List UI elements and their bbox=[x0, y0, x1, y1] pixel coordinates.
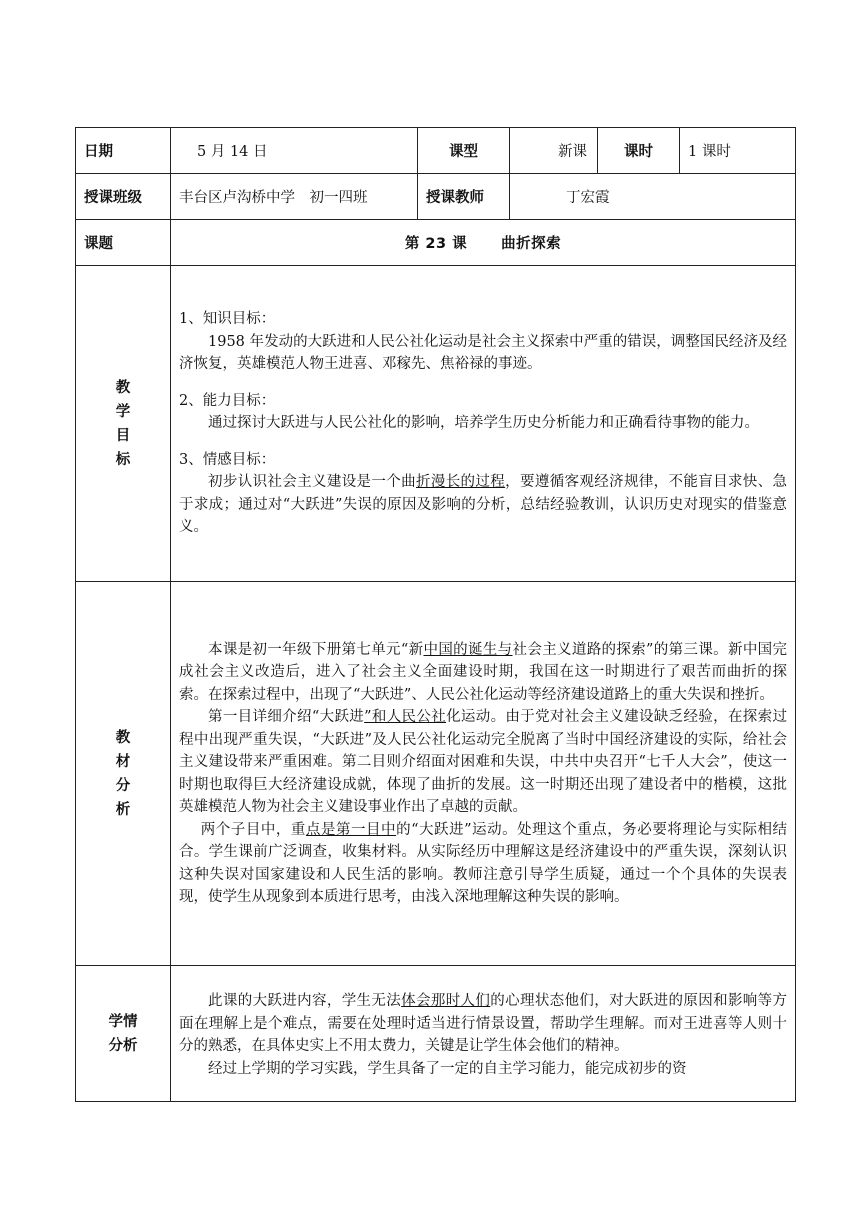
analysis-content bbox=[171, 582, 796, 966]
students-paragraph-1: 此课的大跃进内容，学生无法体会那时人们的心理状态他们，对大跃进的原因和影响等方面在理解上是个难点，需要在处理时适当进行情景设置，帮助学生理解。而对王进喜等人则十分的熟悉，在具体史实上不用太费力，关键是让学生体会他们的精神。 bbox=[179, 993, 788, 1054]
class-value: 丰台区卢沟桥中学 初一四班 bbox=[171, 174, 418, 220]
topic-name: 曲折探索 bbox=[501, 236, 562, 252]
lesson-plan-table bbox=[75, 127, 796, 1102]
analysis-paragraph-3: 两个子目中，重点是第一目中的“大跃进”运动。处理这个重点，务必要将理论与实际相结合。学生课前广泛调查，收集材料。从实际经历中理解这是经济建设中的严重失误，深刻认识这种失误对国家建设和人民生活的影响。教师注意引导学生质疑，通过一个个具体的失误表现，使学生从现象到本质进行思考，由浅入深地理解这种失误的影响。 bbox=[179, 821, 788, 905]
analysis-label: 教 材 分 析 bbox=[76, 582, 171, 966]
goals-row bbox=[76, 266, 796, 582]
date-label: 日期 bbox=[76, 128, 171, 174]
students-paragraph-2: 经过上学期的学习实践，学生具备了一定的自主学习能力，能完成初步的资 bbox=[208, 1060, 687, 1077]
topic-row bbox=[76, 220, 796, 266]
emotion-text: 初步认识社会主义建设是一个曲折漫长的过程，要遵循客观经济规律，不能盲目求快、急于求成；通过对“大跃进”失误的原因及影响的分析，总结经验教训，认识历史对现实的借鉴意义。 bbox=[179, 474, 788, 536]
teacher-label: 授课教师 bbox=[418, 174, 510, 220]
period-value: 1 课时 bbox=[680, 128, 796, 174]
lesson-type-label: 课型 bbox=[418, 128, 510, 174]
teacher-value: 丁宏霞 bbox=[510, 174, 796, 220]
students-content bbox=[171, 966, 796, 1102]
topic-title bbox=[171, 220, 796, 266]
knowledge-heading: 1、知识目标： bbox=[179, 311, 276, 328]
analysis-row bbox=[76, 582, 796, 966]
goals-content bbox=[171, 266, 796, 582]
emotion-heading: 3、情感目标： bbox=[179, 451, 276, 468]
students-label: 学情 分析 bbox=[76, 966, 171, 1102]
topic-label: 课题 bbox=[76, 220, 171, 266]
class-label: 授课班级 bbox=[76, 174, 171, 220]
header-row-1 bbox=[76, 128, 796, 174]
students-row bbox=[76, 966, 796, 1102]
goals-label: 教 学 目 标 bbox=[76, 266, 171, 582]
analysis-paragraph-1: 本课是初一年级下册第七单元“新中国的诞生与社会主义道路的探索”的第三课。新中国完成社会主义改造后，进入了社会主义全面建设时期，我国在这一时期进行了艰苦而曲折的探索。在探索过程中，出现了“大跃进”、人民公社化运动等经济建设道路上的重大失误和挫折。 bbox=[179, 641, 787, 703]
knowledge-text: 1958 年发动的大跃进和人民公社化运动是社会主义探索中严重的错误，调整国民经济及经济恢复，英雄模范人物王进喜、邓稼先、焦裕禄的事迹。 bbox=[179, 333, 787, 373]
ability-text: 通过探讨大跃进与人民公社化的影响，培养学生历史分析能力和正确看待事物的能力。 bbox=[208, 415, 759, 432]
lesson-type-value: 新课 bbox=[510, 128, 598, 174]
date-value: 5 月 14 日 bbox=[171, 128, 418, 174]
analysis-paragraph-2: 第一目详细介绍“大跃进”和人民公社化运动。由于党对社会主义建设缺乏经验，在探索过程中出现严重失误，“大跃进”及人民公社化运动完全脱离了当时中国经济建设的实际，给社会主义建设带来严重困难。第二目则介绍面对困难和失误，中共中央召开“七千人大会”，使这一时期也取得巨大经济建设成就，体现了曲折的发展。这一时期还出现了建设者中的楷模，这批英雄模范人物为社会主义建设事业作出了卓越的贡献。 bbox=[179, 709, 787, 815]
header-row-2 bbox=[76, 174, 796, 220]
period-label: 课时 bbox=[598, 128, 680, 174]
topic-lesson-number: 第 23 课 bbox=[404, 236, 468, 252]
ability-heading: 2、能力目标： bbox=[179, 392, 276, 409]
